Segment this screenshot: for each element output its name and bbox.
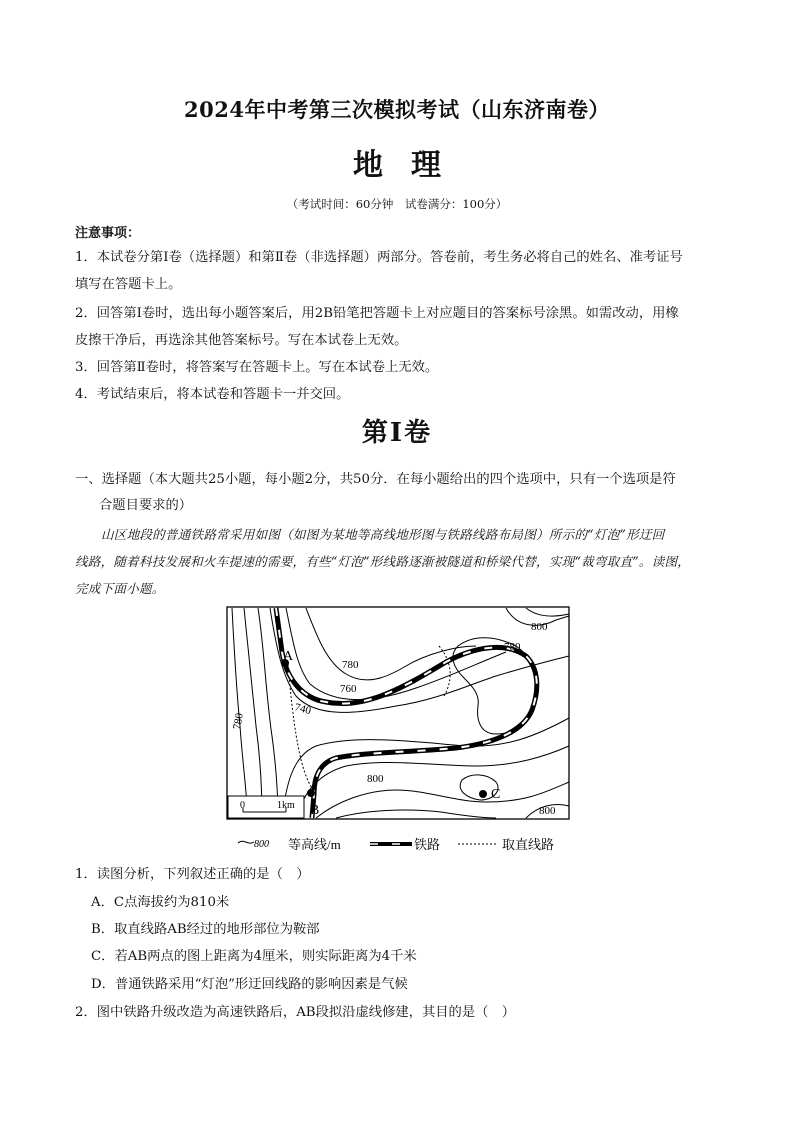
passage-line: 线路，随着科技发展和火车提速的需要，有些“灯泡”形线路逐渐被隧道和桥梁代替，实现“裁弯取直”。读图， [75, 554, 691, 569]
subject-title: 地理 [353, 148, 469, 183]
contour-label: 780 [504, 641, 521, 653]
question-1-option-d: D．普通铁路采用“灯泡”形迂回线路的影响因素是气候 [91, 977, 408, 992]
contour-label: 800 [539, 805, 556, 817]
notice-line: 填写在答题卡上。 [75, 277, 182, 292]
legend-straight-label: 取直线路 [502, 837, 555, 852]
contour-label: 780 [342, 659, 359, 671]
passage-line: 完成下面小题。 [75, 581, 165, 596]
question-1-option-a: A．C点海拔约为810米 [91, 895, 230, 910]
scale-km: 1km [277, 800, 295, 811]
point-label: B [310, 803, 320, 818]
section-intro-line1: 一、选择题（本大题共25小题，每小题2分，共50分．在每小题给出的四个选项中，只有一个选项是符 [75, 472, 676, 487]
question-1-option-b: B．取直线路AB经过的地形部位为鞍部 [91, 922, 320, 937]
map-legend [238, 837, 554, 852]
notice-line: 1．本试卷分第Ⅰ卷（选择题）和第Ⅱ卷（非选择题）两部分。答卷前，考生务必将自己的姓名、准考证号 [75, 250, 683, 265]
scale-bar [228, 796, 304, 818]
question-1-option-c: C．若AB两点的图上距离为4厘米，则实际距离为4千米 [91, 949, 417, 964]
contour-map [226, 606, 571, 856]
contour-label: 800 [367, 773, 384, 785]
scale-zero: 0 [240, 800, 245, 811]
contour-label: 780 [231, 712, 246, 731]
section-intro-line2: 合题目要求的） [99, 498, 193, 513]
legend-contour-value: 800 [254, 839, 269, 850]
notice-line: 3．回答第Ⅱ卷时，将答案写在答题卡上。写在本试卷上无效。 [75, 360, 439, 375]
contour-label: 760 [340, 683, 357, 695]
point-label: C [491, 787, 501, 802]
point-b-dot [307, 789, 315, 797]
section-intro [75, 467, 725, 493]
notice-heading: 注意事项： [75, 226, 141, 241]
contour-label: 800 [531, 621, 548, 633]
notice-line: 2．回答第Ⅰ卷时，选出每小题答案后，用2B铅笔把答题卡上对应题目的答案标号涂黑。如需改动，用橡 [75, 306, 679, 321]
legend-rail-label: 铁路 [414, 837, 441, 852]
exam-meta: （考试时间：60分钟 试卷满分：100分） [286, 197, 508, 211]
section-title: 第Ⅰ卷 [361, 418, 433, 448]
point-c-dot [479, 790, 487, 798]
notice-line: 4．考试结束后，将本试卷和答题卡一并交回。 [75, 387, 350, 402]
question-2-stem: 2．图中铁路升级改造为高速铁路后，AB段拟沿虚线修建，其目的是（ ） [75, 1005, 516, 1020]
exam-title: 2024年中考第三次模拟考试（山东济南卷） [184, 97, 610, 122]
question-1-stem: 1．读图分析，下列叙述正确的是（ ） [75, 867, 310, 882]
notice-line: 皮擦干净后，再选涂其他答案标号。写在本试卷上无效。 [75, 333, 408, 348]
contour-label: 740 [293, 701, 313, 718]
point-label: A [283, 649, 294, 664]
contour-legend-icon [238, 841, 254, 843]
legend-contour-label: 等高线/m [288, 837, 341, 852]
passage-line: 山区地段的普通铁路常采用如图（如图为某地等高线地形图与铁路线路布局图）所示的“灯泡”形迂回 [101, 527, 665, 542]
